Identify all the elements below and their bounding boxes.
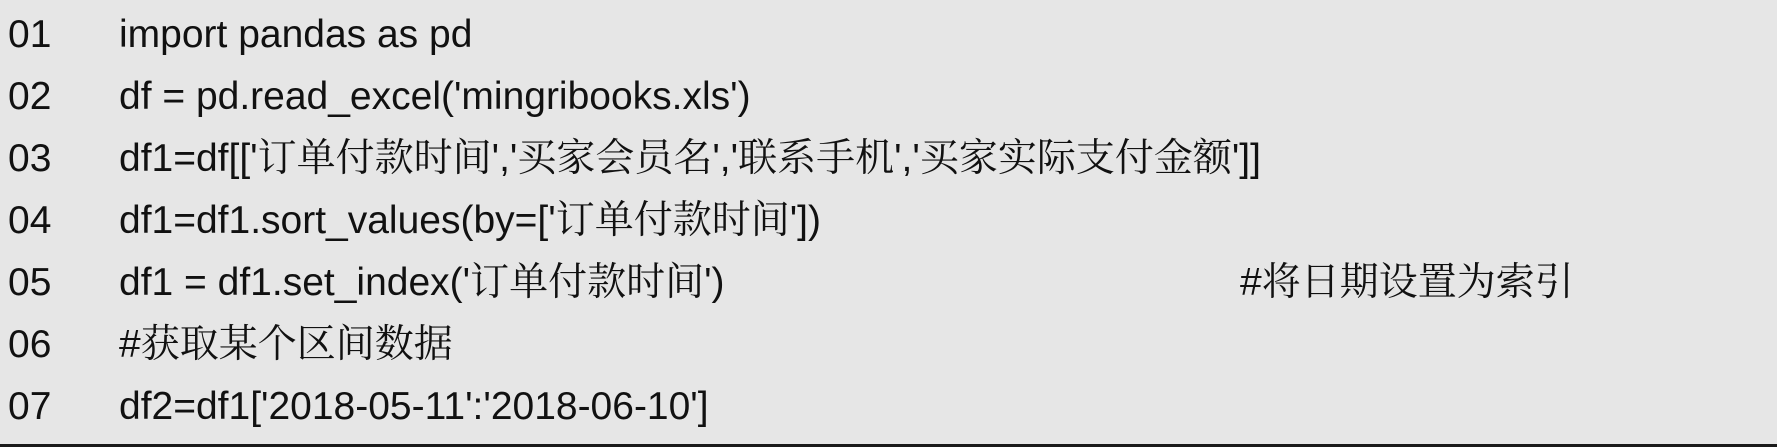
line-code: df2=df1['2018-05-11':'2018-06-10'] bbox=[119, 385, 709, 428]
line-code: df = pd.read_excel('mingribooks.xls') bbox=[119, 75, 751, 118]
code-line-06 bbox=[0, 314, 1777, 376]
line-number: 07 bbox=[8, 385, 52, 428]
line-code: df1=df[['订单付款时间','买家会员名','联系手机','买家实际支付金额']] bbox=[119, 137, 1261, 180]
inline-comment: #将日期设置为索引 bbox=[1240, 261, 1574, 304]
code-line-07 bbox=[0, 376, 1777, 438]
line-number: 05 bbox=[8, 261, 52, 304]
line-number: 04 bbox=[8, 199, 52, 242]
code-line-02 bbox=[0, 66, 1777, 128]
code-line-04 bbox=[0, 190, 1777, 252]
code-line-05 bbox=[0, 252, 1777, 314]
line-number: 06 bbox=[8, 323, 52, 366]
code-line-03 bbox=[0, 128, 1777, 190]
line-code: import pandas as pd bbox=[119, 13, 473, 56]
line-number: 01 bbox=[8, 13, 52, 56]
line-code: #获取某个区间数据 bbox=[119, 323, 453, 366]
line-number: 03 bbox=[8, 137, 52, 180]
line-number: 02 bbox=[8, 75, 52, 118]
line-code: df1 = df1.set_index('订单付款时间') bbox=[119, 261, 725, 304]
line-code: df1=df1.sort_values(by=['订单付款时间']) bbox=[119, 199, 821, 242]
code-line-01 bbox=[0, 4, 1777, 66]
